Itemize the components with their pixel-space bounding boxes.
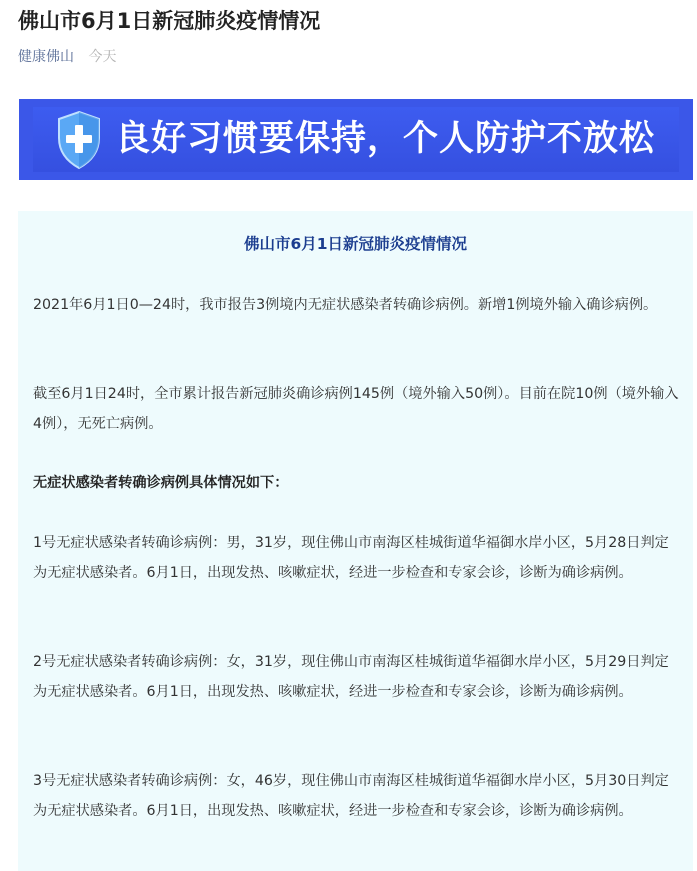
publish-date: 今天 xyxy=(88,49,117,65)
section-title: 无症状感染者转确诊病例具体情况如下： xyxy=(33,475,289,491)
paragraph-cumulative: 截至6月1日24时，全市累计报告新冠肺炎确诊病例145例（境外输入50例）。目前在院10例（境外输入4例），无死亡病例。 xyxy=(33,386,679,432)
paragraph-case-2: 2号无症状感染者转确诊病例：女，31岁，现住佛山市南海区桂城街道华福御水岸小区，5月29日判定为无症状感染者。6月1日，出现发热、咳嗽症状，经进一步检查和专家会诊，诊断为确诊病例。 xyxy=(33,654,669,700)
article-meta xyxy=(18,47,116,67)
banner-image xyxy=(19,99,693,180)
article-title: 佛山市6月1日新冠肺炎疫情情况 xyxy=(18,9,321,33)
banner-slogan: 良好习惯要保持，个人防护不放松 xyxy=(115,119,656,159)
paragraph-case-3: 3号无症状感染者转确诊病例：女，46岁，现住佛山市南海区桂城街道华福御水岸小区，5月30日判定为无症状感染者。6月1日，出现发热、咳嗽症状，经进一步检查和专家会诊，诊断为确诊病例。 xyxy=(33,773,669,819)
content-box xyxy=(18,211,693,871)
content-heading: 佛山市6月1日新冠肺炎疫情情况 xyxy=(243,235,468,253)
paragraph-summary: 2021年6月1日0—24时，我市报告3例境内无症状感染者转确诊病例。新增1例境外输入确诊病例。 xyxy=(33,297,658,313)
shield-cross-icon xyxy=(55,110,103,170)
paragraph-case-1: 1号无症状感染者转确诊病例：男，31岁，现住佛山市南海区桂城街道华福御水岸小区，5月28日判定为无症状感染者。6月1日，出现发热、咳嗽症状，经进一步检查和专家会诊，诊断为确诊病例。 xyxy=(33,535,669,581)
author-link[interactable]: 健康佛山 xyxy=(18,49,74,65)
